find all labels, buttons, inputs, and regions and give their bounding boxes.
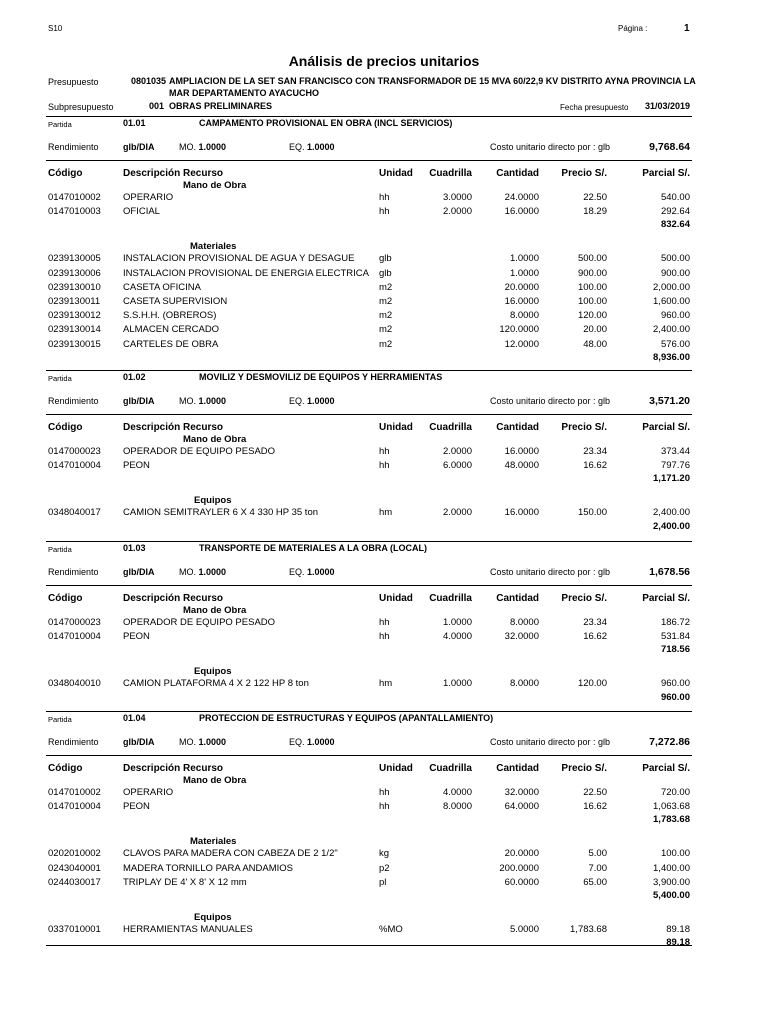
row-code: 0202010002: [48, 848, 101, 860]
row-unit: hh: [379, 617, 390, 628]
col-precio: Precio S/.: [561, 168, 607, 179]
row-cantidad: 48.0000: [504, 460, 539, 472]
row-description: OPERADOR DE EQUIPO PESADO: [123, 617, 276, 628]
row-precio: 48.00: [583, 338, 607, 350]
presupuesto-label: Presupuesto: [48, 77, 99, 87]
group-subtotal: 1,783.68: [653, 814, 690, 826]
row-parcial: 720.00: [660, 787, 690, 798]
row-precio: 150.00: [577, 507, 607, 519]
row-cuadrilla: 2.0000: [442, 446, 472, 457]
group-title: Mano de Obra: [183, 434, 247, 445]
row-precio: 100.00: [577, 281, 607, 293]
row-precio: 16.62: [583, 631, 607, 643]
row-description: ALMACEN CERCADO: [123, 324, 220, 336]
row-precio: 1,783.68: [570, 924, 607, 935]
group-title: Mano de Obra: [183, 605, 247, 616]
eq-value: [289, 737, 335, 747]
row-parcial: 1,600.00: [653, 296, 690, 307]
row-precio: 900.00: [577, 267, 607, 279]
header-divider: [46, 755, 692, 756]
row-parcial: 2,400.00: [653, 324, 690, 336]
partida-divider: [46, 541, 692, 542]
partida-label: Partida: [48, 715, 72, 724]
col-descripcion: Descripción Recurso: [123, 422, 224, 433]
row-code: 0239130014: [48, 324, 101, 336]
row-unit: hh: [379, 787, 390, 798]
table-row: [0, 253, 768, 267]
row-cantidad: 16.0000: [504, 296, 539, 307]
row-cuadrilla: 1.0000: [442, 617, 472, 628]
col-unidad: Unidad: [379, 593, 413, 604]
row-cantidad: 120.0000: [499, 324, 539, 336]
row-cantidad: 24.0000: [504, 192, 539, 203]
eq-value: [289, 396, 335, 406]
column-header: [0, 763, 768, 777]
row-precio: 7.00: [588, 862, 607, 874]
mo-value: [179, 396, 226, 406]
row-precio: 100.00: [577, 296, 607, 307]
col-codigo: Código: [48, 422, 83, 433]
table-row: [0, 678, 768, 692]
col-unidad: Unidad: [379, 763, 413, 774]
presupuesto-name-line1: AMPLIACION DE LA SET SAN FRANCISCO CON TRANSFORMADOR DE 15 MVA 60/22,9 KV DISTRITO AYNA PROVINCIA LA: [169, 76, 696, 86]
partida-code: 01.02: [123, 372, 146, 382]
group-subtotal: 1,171.20: [653, 473, 690, 485]
row-code: 0147010004: [48, 631, 101, 643]
row-parcial: 531.84: [660, 631, 690, 643]
row-description: OPERARIO: [123, 787, 174, 798]
eq-number: 1.0000: [307, 567, 335, 577]
group-title: Equipos: [194, 912, 232, 923]
costo-value: 9,768.64: [649, 141, 690, 153]
row-description: MADERA TORNILLO PARA ANDAMIOS: [123, 862, 293, 874]
partida-code: 01.04: [123, 713, 146, 723]
partida-label: Partida: [48, 374, 72, 383]
table-row: [0, 631, 768, 645]
eq-number: 1.0000: [307, 737, 335, 747]
row-parcial: 900.00: [660, 267, 690, 279]
rendimiento-label: Rendimiento: [48, 396, 99, 406]
col-cantidad: Cantidad: [496, 422, 539, 433]
col-parcial: Parcial S/.: [642, 763, 690, 774]
row-precio: 16.62: [583, 460, 607, 472]
col-descripcion: Descripción Recurso: [123, 593, 224, 604]
row-precio: 5.00: [588, 848, 607, 860]
subpresupuesto-name: OBRAS PRELIMINARES: [169, 101, 273, 111]
row-cuadrilla: 4.0000: [442, 787, 472, 798]
mo-label: MO.: [179, 737, 199, 747]
row-description: TRIPLAY DE 4' X 8' X 12 mm: [123, 876, 247, 888]
costo-value: 7,272.86: [649, 736, 690, 748]
column-header: [0, 168, 768, 182]
header-divider: [46, 160, 692, 161]
table-row: [0, 787, 768, 801]
page-title: Análisis de precios unitarios: [288, 53, 480, 69]
row-description: CAMION PLATAFORMA 4 X 2 122 HP 8 ton: [123, 678, 309, 690]
row-description: CLAVOS PARA MADERA CON CABEZA DE 2 1/2": [123, 848, 338, 860]
partida-divider: [46, 370, 692, 371]
row-unit: hm: [379, 507, 393, 519]
row-description: PEON: [123, 460, 150, 472]
page-number: 1: [684, 23, 690, 34]
row-parcial: 1,400.00: [653, 862, 690, 874]
group-subtotal: 832.64: [660, 219, 690, 231]
col-cantidad: Cantidad: [496, 593, 539, 604]
row-unit: hh: [379, 192, 390, 203]
col-parcial: Parcial S/.: [642, 422, 690, 433]
row-parcial: 500.00: [660, 253, 690, 265]
group-subtotal: 960.00: [660, 691, 690, 703]
row-parcial: 100.00: [660, 848, 690, 860]
eq-label: EQ.: [289, 567, 308, 577]
row-unit: kg: [379, 848, 390, 860]
rendimiento-label: Rendimiento: [48, 737, 99, 747]
mo-value: [179, 737, 226, 747]
row-cuadrilla: 6.0000: [442, 460, 472, 472]
row-parcial: 373.44: [660, 446, 690, 457]
fecha-value: 31/03/2019: [644, 101, 690, 111]
group-subtotal: 8,936.00: [653, 351, 690, 363]
mo-label: MO.: [179, 142, 199, 152]
col-codigo: Código: [48, 168, 83, 179]
row-cuadrilla: 2.0000: [442, 206, 472, 218]
partida-name: PROTECCION DE ESTRUCTURAS Y EQUIPOS (APANTALLAMIENTO): [199, 713, 494, 723]
row-precio: 18.29: [583, 206, 607, 218]
row-cantidad: 1.0000: [509, 267, 539, 279]
eq-number: 1.0000: [307, 396, 335, 406]
partida-name: MOVILIZ Y DESMOVILIZ DE EQUIPOS Y HERRAMIENTAS: [199, 372, 443, 382]
eq-value: [289, 142, 335, 152]
group-subtotal: 5,400.00: [653, 890, 690, 901]
row-description: CAMION SEMITRAYLER 6 X 4 330 HP 35 ton: [123, 507, 319, 519]
row-cantidad: 200.0000: [499, 862, 539, 874]
col-cantidad: Cantidad: [496, 763, 539, 774]
col-cuadrilla: Cuadrilla: [429, 593, 472, 604]
mo-value: [179, 142, 226, 152]
table-row: [0, 863, 768, 877]
row-precio: 23.34: [583, 617, 607, 628]
row-precio: 20.00: [583, 324, 607, 336]
row-code: 0239130010: [48, 281, 101, 293]
row-unit: p2: [379, 862, 390, 874]
row-code: 0239130005: [48, 253, 101, 265]
presupuesto-name-line2: MAR DEPARTAMENTO AYACUCHO: [169, 88, 320, 98]
row-cantidad: 32.0000: [504, 787, 539, 798]
table-row: [0, 296, 768, 310]
subpresupuesto-label: Subpresupuesto: [48, 102, 114, 112]
mo-value: [179, 567, 226, 577]
col-descripcion: Descripción Recurso: [123, 763, 224, 774]
group-title: Equipos: [194, 666, 232, 678]
group-subtotal: 89.18: [666, 937, 690, 949]
group-title: Equipos: [194, 495, 232, 507]
header-divider: [46, 414, 692, 415]
row-code: 0239130015: [48, 338, 101, 350]
row-parcial: 797.76: [660, 460, 690, 472]
row-unit: pl: [379, 876, 387, 888]
row-description: OPERADOR DE EQUIPO PESADO: [123, 446, 276, 457]
row-parcial: 2,000.00: [653, 281, 690, 293]
partida-label: Partida: [48, 545, 72, 554]
row-parcial: 540.00: [660, 192, 690, 203]
row-unit: glb: [379, 253, 392, 265]
fecha-label: Fecha presupuesto: [560, 103, 629, 112]
row-precio: 16.62: [583, 801, 607, 813]
costo-label: Costo unitario directo por : glb: [490, 737, 611, 747]
row-code: 0243040001: [48, 862, 101, 874]
row-cantidad: 5.0000: [509, 924, 539, 935]
col-descripcion: Descripción Recurso: [123, 168, 224, 179]
col-precio: Precio S/.: [561, 593, 607, 604]
row-unit: hh: [379, 801, 390, 813]
row-unit: hh: [379, 206, 390, 218]
row-parcial: 1,063.68: [653, 801, 690, 813]
row-code: 0239130011: [48, 296, 101, 307]
table-row: [0, 324, 768, 338]
row-cantidad: 16.0000: [504, 446, 539, 457]
col-parcial: Parcial S/.: [642, 593, 690, 604]
row-code: 0337010001: [48, 924, 101, 935]
table-row: [0, 617, 768, 631]
row-description: CASETA OFICINA: [123, 281, 201, 293]
table-row: [0, 446, 768, 460]
col-cuadrilla: Cuadrilla: [429, 763, 472, 774]
rendimiento-unit: glb/DIA: [123, 737, 155, 747]
row-code: 0147010004: [48, 801, 101, 813]
row-precio: 120.00: [577, 310, 607, 322]
table-row: [0, 206, 768, 220]
col-precio: Precio S/.: [561, 422, 607, 433]
row-code: 0239130006: [48, 267, 101, 279]
partida-name: TRANSPORTE DE MATERIALES A LA OBRA (LOCAL): [199, 543, 427, 553]
table-row: [0, 192, 768, 206]
row-code: 0348040010: [48, 678, 101, 690]
col-unidad: Unidad: [379, 422, 413, 433]
row-cantidad: 64.0000: [504, 801, 539, 813]
bottom-divider: [46, 945, 692, 946]
rendimiento-unit: glb/DIA: [123, 567, 155, 577]
row-description: CARTELES DE OBRA: [123, 338, 219, 350]
row-parcial: 89.18: [666, 924, 690, 935]
group-title: Mano de Obra: [183, 775, 247, 786]
row-cantidad: 20.0000: [504, 848, 539, 860]
page-label: Página :: [618, 24, 648, 33]
partida-name: CAMPAMENTO PROVISIONAL EN OBRA (INCL SERVICIOS): [199, 118, 453, 128]
col-cuadrilla: Cuadrilla: [429, 168, 472, 179]
group-title: Materiales: [190, 241, 237, 253]
costo-label: Costo unitario directo por : glb: [490, 396, 611, 406]
row-unit: m2: [379, 296, 393, 307]
row-parcial: 292.64: [660, 206, 690, 218]
row-code: 0147010004: [48, 460, 101, 472]
row-cantidad: 16.0000: [504, 507, 539, 519]
row-cuadrilla: 4.0000: [442, 631, 472, 643]
row-description: PEON: [123, 631, 150, 643]
costo-value: 3,571.20: [649, 395, 690, 407]
row-parcial: 186.72: [660, 617, 690, 628]
row-cantidad: 32.0000: [504, 631, 539, 643]
partida-divider: [46, 711, 692, 712]
row-description: OFICIAL: [123, 206, 160, 218]
row-unit: hm: [379, 678, 393, 690]
column-header: [0, 593, 768, 607]
row-code: 0147010003: [48, 206, 101, 218]
report-code: S10: [48, 24, 63, 33]
group-subtotal: 2,400.00: [653, 520, 690, 532]
table-row: [0, 268, 768, 282]
col-parcial: Parcial S/.: [642, 168, 690, 179]
partida-label: Partida: [48, 120, 72, 129]
table-row: [0, 507, 768, 521]
row-precio: 23.34: [583, 446, 607, 457]
eq-label: EQ.: [289, 396, 308, 406]
partida-code: 01.03: [123, 543, 146, 553]
row-unit: m2: [379, 310, 393, 322]
mo-number: 1.0000: [198, 142, 227, 152]
eq-value: [289, 567, 335, 577]
row-parcial: 576.00: [660, 338, 690, 350]
table-row: [0, 801, 768, 815]
row-description: INSTALACION PROVISIONAL DE AGUA Y DESAGUE: [123, 253, 355, 265]
header-divider: [46, 585, 692, 586]
row-cantidad: 8.0000: [509, 678, 539, 690]
row-cantidad: 20.0000: [504, 281, 539, 293]
subpresupuesto-code: 001: [149, 101, 165, 111]
row-description: INSTALACION PROVISIONAL DE ENERGIA ELECTRICA: [123, 267, 370, 279]
costo-label: Costo unitario directo por : glb: [490, 142, 611, 152]
col-codigo: Código: [48, 763, 83, 774]
row-precio: 120.00: [577, 678, 607, 690]
row-code: 0348040017: [48, 507, 101, 519]
row-unit: hh: [379, 631, 390, 643]
rendimiento-label: Rendimiento: [48, 142, 99, 152]
row-cantidad: 8.0000: [509, 617, 539, 628]
col-unidad: Unidad: [379, 168, 413, 179]
costo-value: 1,678.56: [649, 566, 690, 578]
row-unit: %MO: [379, 924, 403, 935]
row-parcial: 960.00: [660, 678, 690, 690]
table-row: [0, 877, 768, 891]
row-cantidad: 1.0000: [509, 253, 539, 265]
row-cantidad: 12.0000: [504, 338, 539, 350]
eq-label: EQ.: [289, 142, 308, 152]
rendimiento-unit: glb/DIA: [123, 396, 155, 406]
mo-label: MO.: [179, 396, 199, 406]
row-cuadrilla: 1.0000: [442, 678, 472, 690]
col-precio: Precio S/.: [561, 763, 607, 774]
row-unit: hh: [379, 460, 390, 472]
row-parcial: 3,900.00: [653, 876, 690, 888]
row-description: HERRAMIENTAS MANUALES: [123, 924, 253, 935]
row-code: 0244030017: [48, 876, 101, 888]
col-codigo: Código: [48, 593, 83, 604]
row-description: CASETA SUPERVISION: [123, 296, 228, 307]
group-subtotal: 718.56: [660, 644, 690, 656]
row-unit: hh: [379, 446, 390, 457]
mo-number: 1.0000: [198, 396, 227, 406]
row-precio: 65.00: [583, 876, 607, 888]
table-row: [0, 924, 768, 938]
row-code: 0147000023: [48, 617, 101, 628]
row-cantidad: 16.0000: [504, 206, 539, 218]
row-precio: 22.50: [583, 192, 607, 203]
row-unit: glb: [379, 267, 392, 279]
row-cuadrilla: 3.0000: [442, 192, 472, 203]
eq-label: EQ.: [289, 737, 308, 747]
row-cuadrilla: 2.0000: [442, 507, 472, 519]
row-unit: m2: [379, 324, 393, 336]
costo-label: Costo unitario directo por : glb: [490, 567, 611, 577]
table-row: [0, 339, 768, 353]
row-code: 0239130012: [48, 310, 101, 322]
col-cantidad: Cantidad: [496, 168, 539, 179]
row-code: 0147010002: [48, 787, 101, 798]
partida-code: 01.01: [123, 118, 146, 128]
mo-number: 1.0000: [198, 567, 227, 577]
group-title: Materiales: [190, 836, 237, 848]
col-cuadrilla: Cuadrilla: [429, 422, 472, 433]
row-cantidad: 8.0000: [509, 310, 539, 322]
row-unit: m2: [379, 281, 393, 293]
row-description: PEON: [123, 801, 150, 813]
partida-divider: [46, 116, 692, 117]
row-cantidad: 60.0000: [504, 876, 539, 888]
mo-number: 1.0000: [198, 737, 227, 747]
column-header: [0, 422, 768, 436]
row-description: S.S.H.H. (OBREROS): [123, 310, 217, 322]
row-precio: 22.50: [583, 787, 607, 798]
table-row: [0, 460, 768, 474]
rendimiento-label: Rendimiento: [48, 567, 99, 577]
row-code: 0147010002: [48, 192, 101, 203]
eq-number: 1.0000: [307, 142, 335, 152]
row-parcial: 960.00: [660, 310, 690, 322]
row-parcial: 2,400.00: [653, 507, 690, 519]
table-row: [0, 848, 768, 862]
row-description: OPERARIO: [123, 192, 174, 203]
presupuesto-code: 0801035: [131, 76, 167, 86]
row-unit: m2: [379, 338, 393, 350]
mo-label: MO.: [179, 567, 199, 577]
rendimiento-unit: glb/DIA: [123, 142, 155, 152]
row-cuadrilla: 8.0000: [442, 801, 472, 813]
table-row: [0, 310, 768, 324]
table-row: [0, 282, 768, 296]
group-title: Mano de Obra: [183, 180, 247, 191]
row-precio: 500.00: [577, 253, 607, 265]
row-code: 0147000023: [48, 446, 101, 457]
